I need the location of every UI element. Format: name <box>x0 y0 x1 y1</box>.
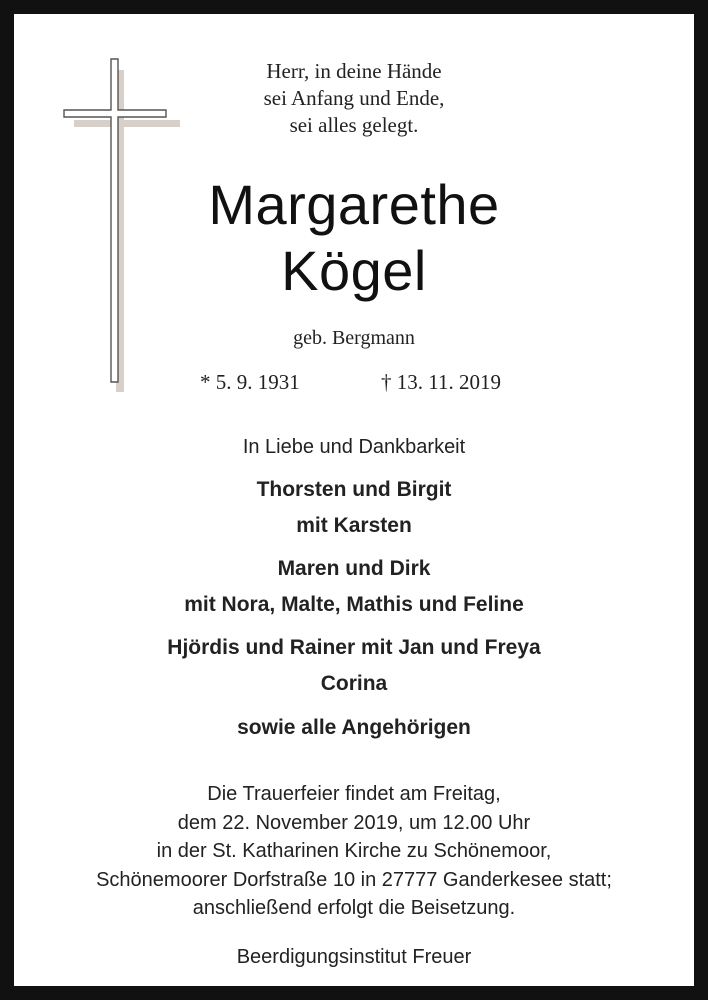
mourner-line: Maren und Dirk <box>277 557 431 580</box>
mourner-line: mit Karsten <box>296 514 412 537</box>
service-line: dem 22. November 2019, um 12.00 Uhr <box>177 811 531 834</box>
mourner-group <box>28 551 680 623</box>
mourner-group <box>28 472 680 544</box>
first-name: Margarethe <box>208 173 500 236</box>
service-line: in der St. Katharinen Kirche zu Schönemoor, <box>156 840 552 862</box>
mourner-group <box>28 630 680 702</box>
verse-line: Herr, in deine Hände <box>266 59 442 83</box>
death-date: † 13. 11. 2019 <box>381 370 501 394</box>
last-name: Kögel <box>281 239 427 302</box>
mourner-line: sowie alle Angehörigen <box>237 716 471 739</box>
mourner-group <box>28 710 680 746</box>
mourner-line: Corina <box>320 672 388 695</box>
undertaker: Beerdigungsinstitut Freuer <box>236 946 472 968</box>
mourners-intro: In Liebe und Dankbarkeit <box>242 436 466 458</box>
verse-line: sei Anfang und Ende, <box>263 86 445 110</box>
service-line: anschließend erfolgt die Beisetzung. <box>192 897 516 919</box>
mourner-line: mit Nora, Malte, Mathis und Feline <box>184 593 524 616</box>
verse-line: sei alles gelegt. <box>289 113 419 137</box>
bible-verse <box>28 58 680 139</box>
maiden-name: geb. Bergmann <box>293 327 415 349</box>
funeral-service-info <box>28 780 680 923</box>
mourner-line: Thorsten und Birgit <box>256 478 452 501</box>
service-line: Die Trauerfeier findet am Freitag, <box>207 783 501 805</box>
deceased-name <box>28 172 680 304</box>
mourner-line: Hjördis und Rainer mit Jan und Freya <box>167 636 541 659</box>
service-line: Schönemoorer Dorfstraße 10 in 27777 Ganderkesee statt; <box>96 868 612 891</box>
birth-date: * 5. 9. 1931 <box>200 370 300 394</box>
